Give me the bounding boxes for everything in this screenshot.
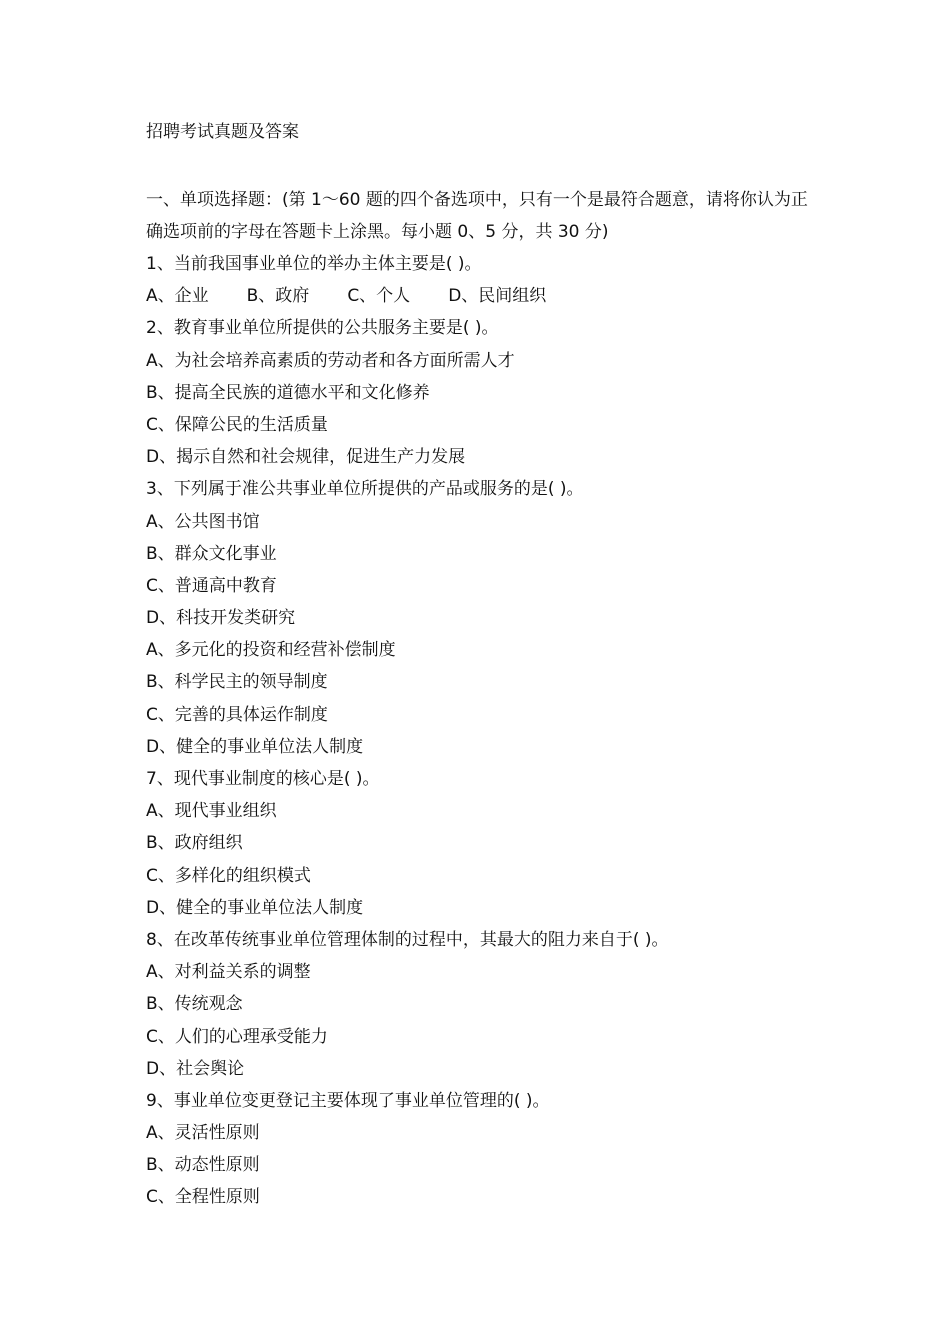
text-line: D、揭示自然和社会规律，促进生产力发展 [146,447,466,468]
text-line: B、政府组织 [146,833,243,854]
section-instructions: 一、单项选择题：(第 1～60 题的四个备选项中，只有一个是最符合题意，请将你认为正确选项前的字母在答题卡上涂黑。每小题 0、5 分，共 30 分) [146,190,808,242]
question-1-options [146,280,826,312]
document-title: 招聘考试真题及答案 [146,122,299,142]
text-line: 8、在改革传统事业单位管理体制的过程中，其最大的阻力来自于( )。 [146,929,669,950]
text-line: A、灵活性原则 [146,1123,260,1144]
text-line: C、人们的心理承受能力 [146,1026,328,1047]
text-line: A、多元化的投资和经营补偿制度 [146,640,396,661]
text-line: A、对利益关系的调整 [146,962,311,983]
text-line: 9、事业单位变更登记主要体现了事业单位管理的( )。 [146,1090,550,1111]
text-line: A、现代事业组织 [146,801,277,822]
question-list [146,248,826,1214]
text-line: B、传统观念 [146,994,243,1015]
text-line: 2、教育事业单位所提供的公共服务主要是( )。 [146,318,499,339]
question-1: 1、当前我国事业单位的举办主体主要是( )。 [146,254,482,274]
text-line: 3、下列属于准公共事业单位所提供的产品或服务的是( )。 [146,479,584,500]
text-line: C、全程性原则 [146,1187,260,1208]
option-a: A、企业 [146,286,209,307]
text-line: C、普通高中教育 [146,575,277,596]
text-line: 7、现代事业制度的核心是( )。 [146,769,380,789]
text-line: B、群众文化事业 [146,543,277,564]
text-line: B、提高全民族的道德水平和文化修养 [146,382,430,403]
text-line: D、社会舆论 [146,1058,245,1079]
text-line: D、健全的事业单位法人制度 [146,736,364,757]
text-line: B、科学民主的领导制度 [146,672,328,693]
text-line: A、为社会培养高素质的劳动者和各方面所需人才 [146,350,515,371]
option-c: C、个人 [347,286,411,307]
text-line: D、科技开发类研究 [146,608,296,629]
text-line: D、健全的事业单位法人制度 [146,897,364,918]
text-line: C、保障公民的生活质量 [146,414,328,435]
text-line: C、完善的具体运作制度 [146,704,328,725]
option-b: B、政府 [246,286,310,307]
option-d: D、民间组织 [448,286,547,307]
text-line: B、动态性原则 [146,1155,260,1176]
text-line: A、公共图书馆 [146,511,260,532]
text-line: C、多样化的组织模式 [146,865,311,886]
